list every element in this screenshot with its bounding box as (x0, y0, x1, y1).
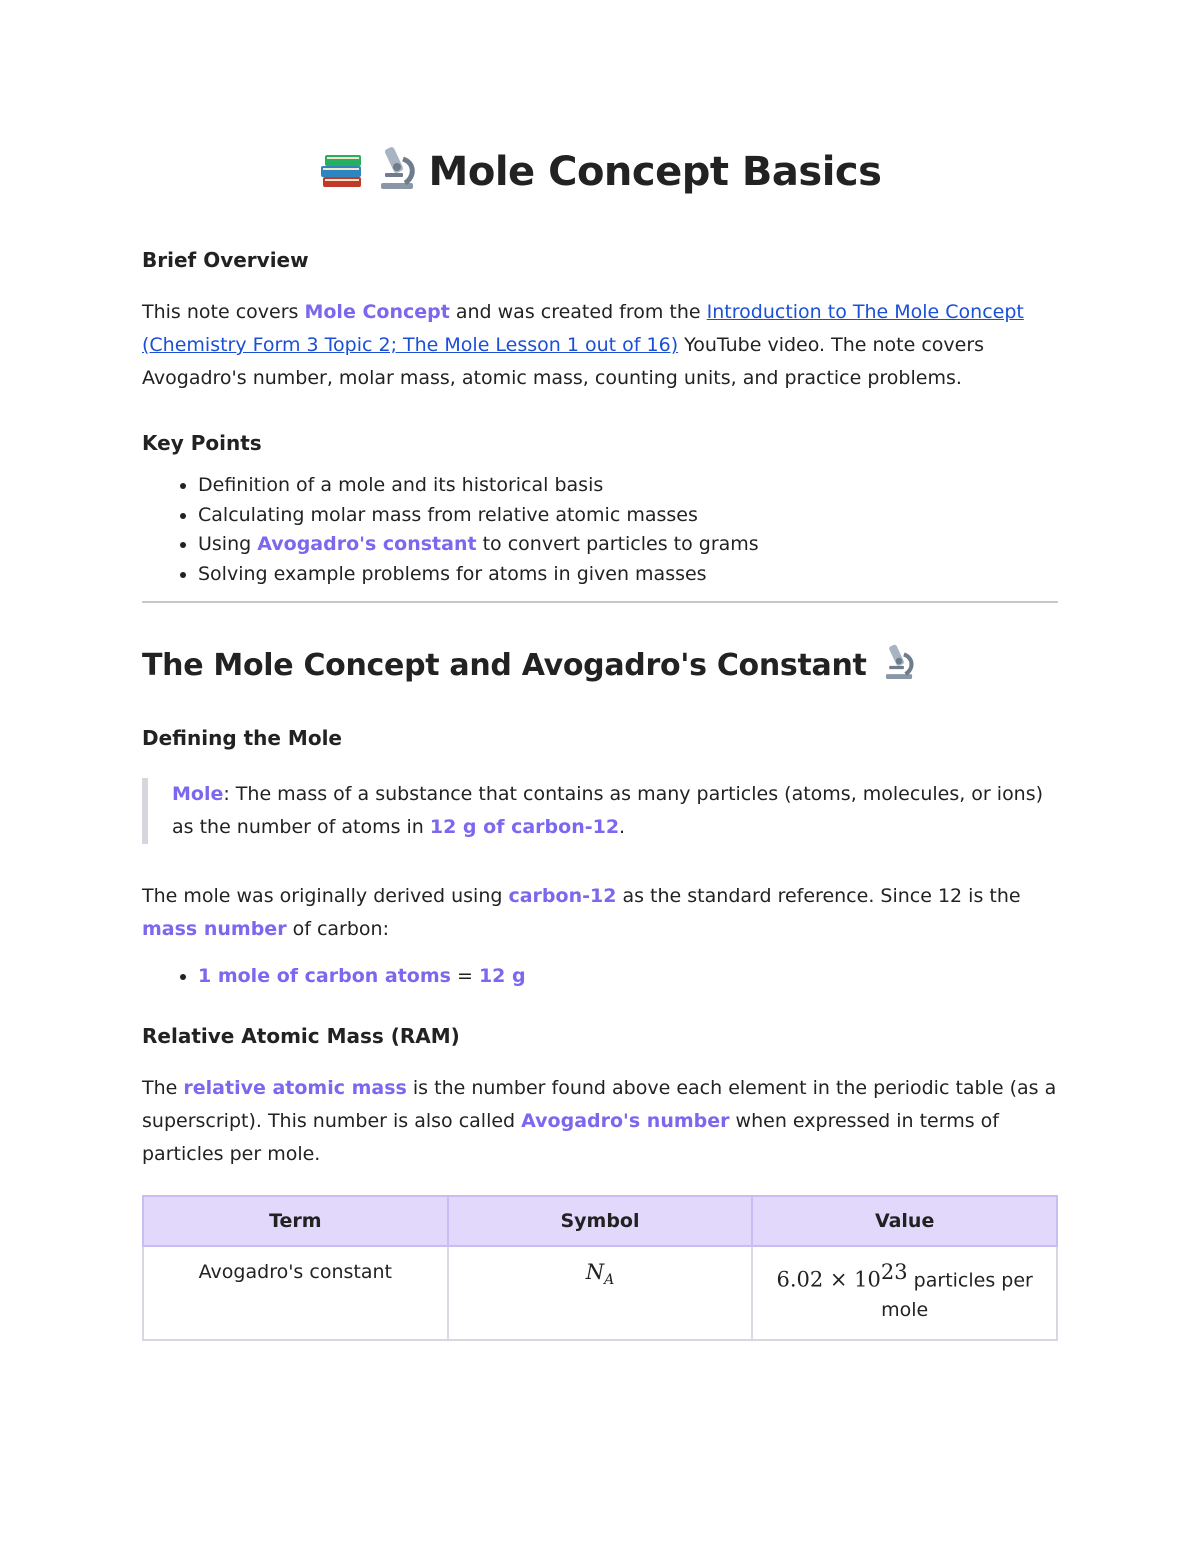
value-exponent: 23 (880, 1259, 908, 1284)
ram-paragraph (142, 1072, 1058, 1171)
mole-definition-quote (142, 778, 1058, 844)
highlight-carbon-12: carbon-12 (508, 885, 617, 907)
highlight-avogadro-number: Avogadro's number (521, 1109, 730, 1132)
section-heading (142, 641, 1058, 694)
microscope-icon (375, 143, 419, 210)
key-points-list (142, 471, 1058, 589)
table-header-term: Term (143, 1196, 448, 1246)
overview-paragraph (142, 296, 1058, 395)
table-row (143, 1246, 1057, 1340)
cell-term: Avogadro's constant (143, 1246, 448, 1340)
books-icon (319, 146, 365, 210)
highlight-one-mole-carbon: 1 mole of carbon atoms (198, 965, 451, 987)
list-item: • Calculating molar mass from relative atomic masses (198, 501, 1058, 531)
list-item (198, 962, 1058, 992)
table-header-row (143, 1196, 1057, 1246)
list-item: • Definition of a mole and its historical basis (198, 471, 1058, 501)
microscope-icon (881, 641, 917, 694)
title-text: Mole Concept Basics (428, 149, 882, 195)
defining-mole-heading: Defining the Mole (142, 726, 342, 750)
value-unit: particles per mole (881, 1268, 1033, 1321)
constants-table (142, 1195, 1058, 1341)
list-item: • Solving example problems for atoms in given masses (198, 560, 1058, 590)
symbol-n: N (585, 1259, 605, 1284)
carbon-paragraph (142, 880, 1058, 946)
ram-heading: Relative Atomic Mass (RAM) (142, 1023, 460, 1048)
highlight-mole: Mole (172, 783, 224, 805)
cell-symbol (448, 1246, 753, 1340)
equals-sign: = (450, 965, 479, 987)
paragraph-text: when expressed in terms of particles per mole. (142, 1109, 999, 1165)
paragraph-text: is the number found above each element in the periodic table (as a superscript). This number is also called (142, 1076, 1057, 1132)
overview-text-2: and was created from the (449, 301, 707, 323)
overview-text-3: YouTube video. The note covers Avogadro's number, molar mass, atomic mass, counting units, and practice problems. (142, 334, 985, 389)
note-content (142, 140, 1058, 1341)
quote-body: : The mass of a substance that contains as many particles (atoms, molecules, or ions) as the number of atoms in (172, 783, 1044, 838)
quote-end: . (619, 816, 626, 838)
source-video-link[interactable]: Introduction to The Mole Concept (Chemistry Form 3 Topic 2; The Mole Lesson 1 out of 16) (142, 301, 1024, 356)
highlight-mass-number: mass number (142, 918, 287, 940)
highlight-relative-atomic-mass: relative atomic mass (183, 1076, 407, 1099)
paragraph-text: of carbon: (286, 918, 389, 940)
overview-text-1: This note covers (142, 301, 305, 323)
paragraph-text: The (142, 1076, 184, 1099)
overview-heading: Brief Overview (142, 248, 309, 272)
table-header-value: Value (752, 1196, 1057, 1246)
cell-value (752, 1246, 1057, 1340)
list-item (198, 530, 1058, 560)
carbon-list (142, 962, 1058, 992)
bullet-text: to convert particles to grams (476, 533, 759, 555)
highlight-mole-concept: Mole Concept (304, 301, 450, 323)
section-heading-text: The Mole Concept and Avogadro's Constant (142, 648, 867, 683)
bullet-text: Using (198, 533, 258, 555)
key-points-heading: Key Points (142, 431, 262, 455)
symbol-subscript-a: A (604, 1271, 615, 1288)
highlight-carbon12-mass: 12 g of carbon-12 (429, 816, 620, 838)
quote-text (172, 778, 1058, 844)
page-title (142, 140, 1058, 210)
paragraph-text: as the standard reference. Since 12 is the (616, 885, 1021, 907)
paragraph-text: The mole was originally derived using (142, 885, 509, 907)
value-base: 6.02 × 10 (776, 1266, 881, 1291)
highlight-avogadro-constant: Avogadro's constant (257, 533, 477, 555)
highlight-12g: 12 g (478, 965, 526, 987)
table-header-symbol: Symbol (448, 1196, 753, 1246)
